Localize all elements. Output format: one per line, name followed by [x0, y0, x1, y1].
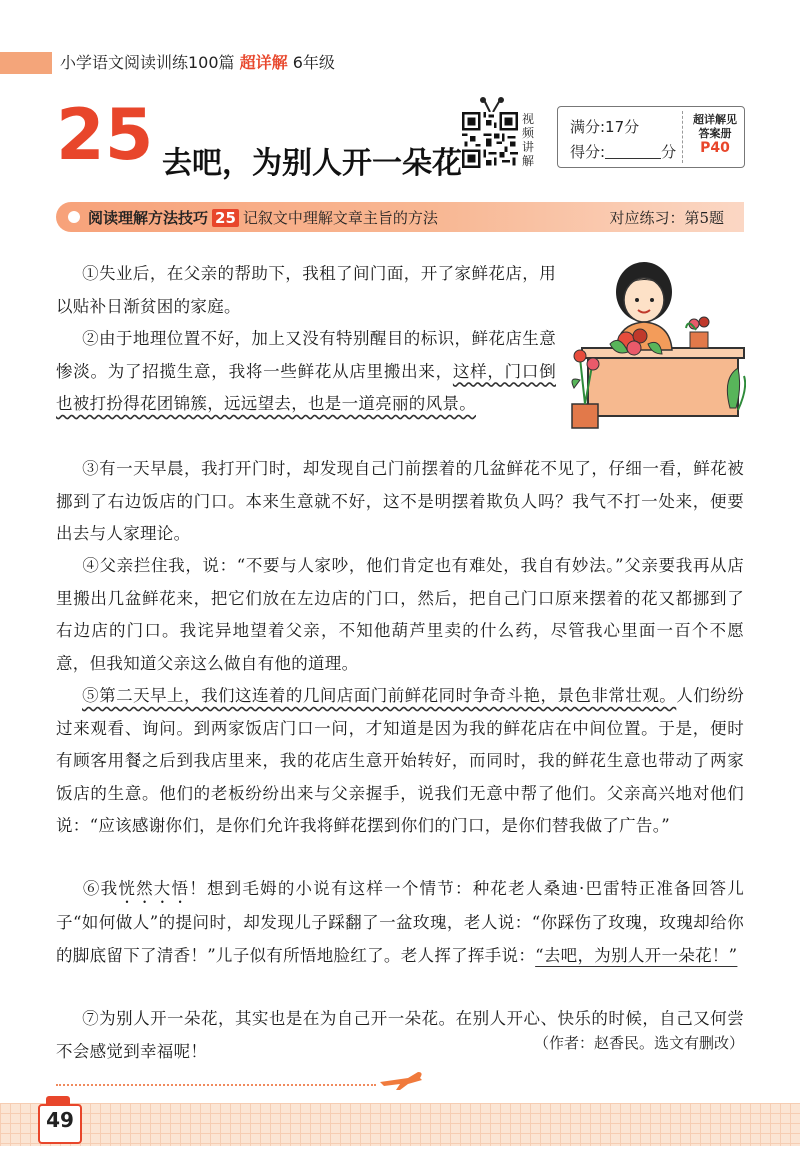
score-field[interactable]: 得分: 分 — [570, 143, 677, 161]
method-banner — [56, 202, 744, 232]
paragraph-1: ①失业后，在父亲的帮助下，我租了间门面，开了家鲜花店，用以贴补日渐贫困的家庭。 — [56, 264, 556, 316]
book-title: 小学语文阅读训练100篇 — [60, 53, 235, 72]
header-color-bar — [0, 52, 52, 74]
full-score: 满分:17分 — [570, 118, 640, 136]
lesson-title: 去吧，为别人开一朵花 — [162, 146, 462, 181]
emphasized-word: 恍然大悟 — [118, 879, 190, 898]
method-label: 阅读理解方法技巧 — [88, 209, 209, 227]
answer-page: P40 — [700, 140, 730, 156]
method-description: 记叙文中理解文章主旨的方法 — [242, 209, 438, 227]
paragraph-7: ⑦为别人开一朵花，其实也是在为自己开一朵花。在别人开心、快乐的时候，自己又何尝不会感觉到幸福呢！ — [56, 1009, 744, 1061]
answer-reference: 超详解见 答案册 P40 — [686, 113, 744, 155]
bottom-grid-band — [0, 1103, 800, 1146]
bullet-icon — [68, 211, 80, 223]
qr-code-icon[interactable] — [462, 112, 518, 168]
paragraph-4: ④父亲拦住我，说：“不要与人家吵，他们肯定也有难处，我自有妙法。”父亲要我再从店里搬出几盆鲜花来，把它们放在左边店的门口，然后，把自己门口原来摆着的花又都挪到了右边店的门口。我诧异地望着父亲，不知他葫芦里卖的什么药，尽管我心里面一百个不愿意，但我知道父亲这么做自有他的道理。 — [56, 556, 744, 673]
paragraph-6: ⑥我恍然大悟！想到毛姆的小说有这样一个情节：种花老人桑迪·巴雷特正准备回答儿子“如何做人”的提问时，却发现儿子踩翻了一盆玫瑰，老人说：“你踩伤了玫瑰，玫瑰却给你的脚底留下了清香！”儿子似有所悟地脸红了。老人挥了挥手说：“去吧，为别人开一朵花！” — [56, 879, 744, 965]
page-tab — [46, 1096, 70, 1104]
method-number: 25 — [212, 209, 239, 227]
lesson-number: 25 — [56, 94, 154, 176]
book-highlight: 超详解 — [239, 53, 288, 72]
paragraph-3: ③有一天早晨，我打开门时，却发现自己门前摆着的几盆鲜花不见了，仔细一看，鲜花被挪到了右边饭店的门口。本来生意就不好，这不是明摆着欺负人吗？我气不打一处来，便要出去与人家理论。 — [56, 459, 744, 543]
paragraph-2: ②由于地理位置不好，加上又没有特别醒目的标识，鲜花店生意惨淡。为了招揽生意，我将一些鲜花从店里搬出来，这样，门口倒也被打扮得花团锦簇，远远望去，也是一道亮丽的风景。 — [56, 329, 556, 413]
score-divider — [682, 111, 683, 163]
underlined-quote-6: “去吧，为别人开一朵花！” — [535, 945, 738, 965]
florist-illustration-icon — [566, 258, 746, 434]
book-grade: 6年级 — [292, 53, 335, 72]
exercise-reference: 对应练习：第5题 — [609, 209, 724, 227]
dotted-divider — [56, 1084, 376, 1086]
airplane-icon — [378, 1068, 424, 1092]
paragraph-5: ⑤第二天早上，我们这连着的几间店面门前鲜花同时争奇斗艳，景色非常壮观。人们纷纷过来观看、询问。到两家饭店门口一问，才知道是因为我的鲜花店在中间位置。于是，便时有顾客用餐之后到我店里来，我的花店生意开始转好，而同时，我的鲜花生意也带动了两家饭店的生意。他们的老板纷纷出来与父亲握手，说我们无意中帮了他们。父亲高兴地对他们说：“应该感谢你们，是你们允许我将鲜花摆到你们的门口，是你们替我做了广告。” — [56, 686, 745, 835]
underlined-sentence-2: 这样，门口倒也被打扮得花团锦簇，远远望去，也是一道亮丽的风景。 — [56, 361, 556, 413]
underlined-sentence-5: ⑤第二天早上，我们这连着的几间店面门前鲜花同时争奇斗艳，景色非常壮观。 — [82, 686, 677, 705]
score-box — [557, 106, 745, 168]
book-header — [60, 50, 335, 73]
page-number: 49 — [46, 1108, 74, 1132]
qr-label: 视频讲解 — [522, 112, 535, 168]
author-note: （作者：赵香民。选文有删改） — [533, 1034, 744, 1052]
